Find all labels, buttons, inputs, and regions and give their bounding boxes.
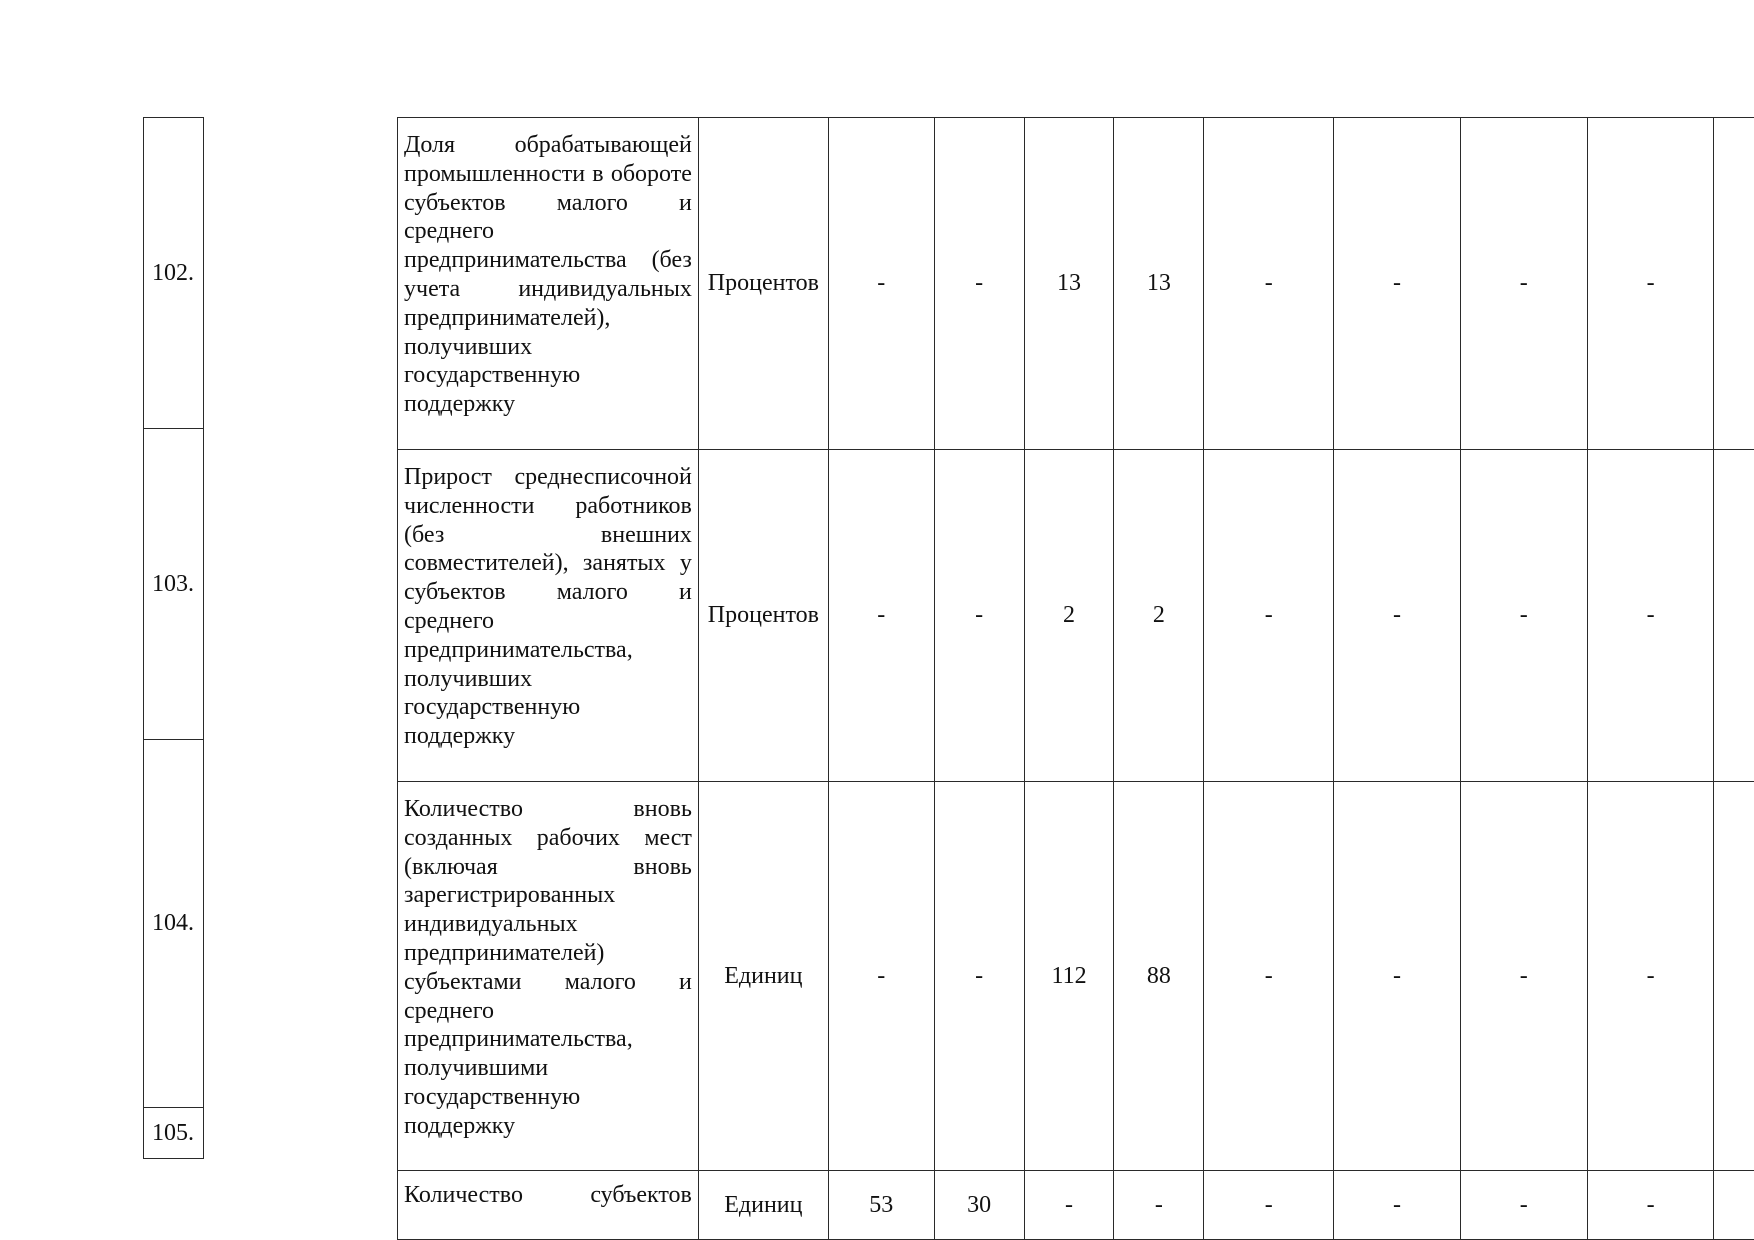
value-cell: 30	[934, 1171, 1024, 1240]
value-cell: -	[934, 118, 1024, 450]
row-number: 103.	[144, 429, 204, 740]
value-cell: -	[934, 450, 1024, 782]
indicator-description	[398, 118, 699, 450]
cut-off-cell	[1714, 118, 1754, 450]
value-cell: -	[828, 450, 934, 782]
value-cell: 88	[1114, 782, 1204, 1171]
value-cell: 2	[1024, 450, 1114, 782]
row-number: 105.	[144, 1108, 204, 1159]
description-text: Доля обрабатывающей промышленности в обороте субъектов малого и среднего предпринимательства (без учета индивидуальных предпринимателей), получивших государственную поддержку	[404, 132, 692, 418]
value-cell: -	[828, 118, 934, 450]
value-cell: -	[1024, 1171, 1114, 1240]
value-cell: 13	[1114, 118, 1204, 450]
table-row	[398, 1171, 1754, 1240]
value-cell: -	[1334, 118, 1461, 450]
value-cell: -	[1460, 118, 1587, 450]
table-row	[144, 1108, 204, 1159]
value-cell: 13	[1024, 118, 1114, 450]
value-cell: -	[1114, 1171, 1204, 1240]
table-row	[398, 782, 1754, 1171]
value-cell: -	[1204, 450, 1334, 782]
indicator-description	[398, 782, 699, 1171]
description-text: Количество вновь созданных рабочих мест (включая вновь зарегистрированных индивидуальных предпринимателей) субъектами малого и среднего предпринимательства, получившими государственную поддержку	[404, 796, 692, 1139]
value-cell: -	[1587, 1171, 1714, 1240]
value-cell: -	[1334, 1171, 1461, 1240]
unit-cell: Процентов	[698, 450, 828, 782]
unit-cell: Процентов	[698, 118, 828, 450]
cut-off-cell	[1714, 782, 1754, 1171]
value-cell: -	[934, 782, 1024, 1171]
table-row	[398, 118, 1754, 450]
cut-off-cell	[1714, 450, 1754, 782]
description-text: Количество субъектов	[404, 1182, 692, 1208]
value-cell: -	[1204, 1171, 1334, 1240]
value-cell: -	[1204, 118, 1334, 450]
table-row	[398, 450, 1754, 782]
cut-off-cell	[1714, 1171, 1754, 1240]
table-row	[144, 118, 204, 429]
row-number: 104.	[144, 740, 204, 1108]
value-cell: -	[1204, 782, 1334, 1171]
value-cell: -	[1334, 782, 1461, 1171]
value-cell: -	[1587, 450, 1714, 782]
unit-cell: Единиц	[698, 782, 828, 1171]
value-cell: 53	[828, 1171, 934, 1240]
value-cell: -	[1334, 450, 1461, 782]
indicators-table	[397, 117, 1754, 1240]
indicator-description	[398, 450, 699, 782]
value-cell: 2	[1114, 450, 1204, 782]
unit-cell: Единиц	[698, 1171, 828, 1240]
value-cell: -	[828, 782, 934, 1171]
description-text: Прирост среднесписочной численности работников (без внешних совместителей), занятых у субъектов малого и среднего предпринимательства, получивших государственную поддержку	[404, 464, 692, 750]
value-cell: -	[1460, 450, 1587, 782]
indicator-description	[398, 1171, 699, 1240]
row-number-column	[143, 117, 204, 1159]
value-cell: 112	[1024, 782, 1114, 1171]
table-row	[144, 429, 204, 740]
value-cell: -	[1460, 1171, 1587, 1240]
value-cell: -	[1460, 782, 1587, 1171]
value-cell: -	[1587, 118, 1714, 450]
value-cell: -	[1587, 782, 1714, 1171]
table-row	[144, 740, 204, 1108]
row-number: 102.	[144, 118, 204, 429]
